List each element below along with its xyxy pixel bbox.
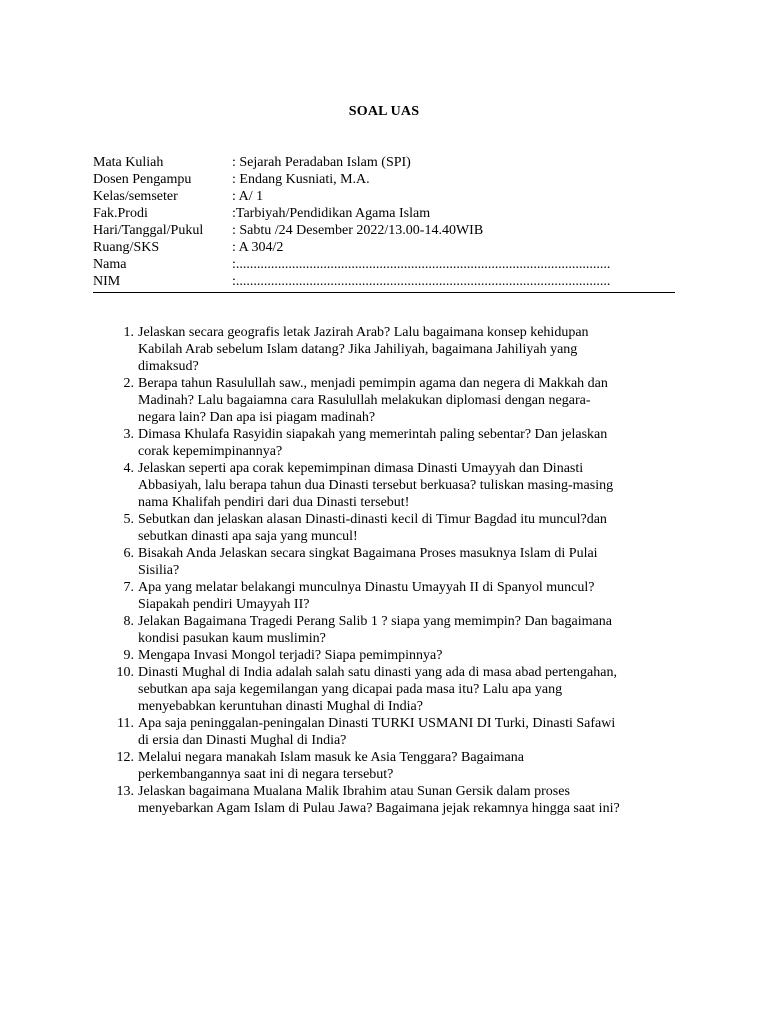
info-value: :...........................................................................................................: [232, 274, 611, 289]
info-row-ruang: [93, 239, 675, 256]
question-text: Jelaskan bagaimana Mualana Malik Ibrahim atau Sunan Gersik dalam proses menyebarkan Agam Islam di Pulau Jawa? Bagaimana jejak rekamnya hingga saat ini?: [138, 784, 620, 816]
question-item: [96, 460, 686, 511]
question-text: Bisakah Anda Jelaskan secara singkat Bagaimana Proses masuknya Islam di Pulai Sisilia?: [138, 546, 598, 578]
question-item: [96, 647, 686, 664]
question-text: Apa saja peninggalan-peningalan Dinasti TURKI USMANI DI Turki, Dinasti Safawi di ersia dan Dinasti Mughal di India?: [138, 716, 616, 748]
question-item: [96, 511, 686, 545]
question-text: Melalui negara manakah Islam masuk ke Asia Tenggara? Bagaimana perkembangannya saat ini di negara tersebut?: [138, 750, 524, 782]
question-text: Sebutkan dan jelaskan alasan Dinasti-dinasti kecil di Timur Bagdad itu muncul?dan sebutkan dinasti apa saja yang muncul!: [138, 512, 607, 544]
question-item: [96, 749, 686, 783]
question-item: [96, 613, 686, 647]
info-label: Kelas/semseter: [93, 189, 178, 204]
question-number: 6.: [123, 546, 134, 561]
info-label: Mata Kuliah: [93, 155, 164, 170]
question-number: 5.: [123, 512, 134, 527]
question-number: 1.: [123, 325, 134, 340]
info-value: : Sejarah Peradaban Islam (SPI): [232, 155, 411, 170]
question-item: [96, 324, 686, 375]
info-row-tanggal: [93, 222, 675, 239]
info-label: NIM: [93, 274, 121, 289]
question-number: 9.: [123, 648, 134, 663]
question-text: Mengapa Invasi Mongol terjadi? Siapa pemimpinnya?: [138, 648, 443, 663]
question-number: 11.: [117, 716, 134, 731]
exam-info-table: [93, 154, 675, 293]
question-text: Jelaskan seperti apa corak kepemimpinan dimasa Dinasti Umayyah dan Dinasti Abbasiyah, lalu berapa tahun dua Dinasti tersebut berkuasa? tuliskan masing-masing nama Khalifah pendiri dari dua Dinasti tersebut!: [138, 461, 614, 510]
question-item: [96, 783, 686, 817]
info-row-prodi: [93, 205, 675, 222]
info-row-nim: [93, 273, 675, 290]
question-text: Apa yang melatar belakangi munculnya Dinastu Umayyah II di Spanyol muncul? Siapakah pendiri Umayyah II?: [138, 580, 595, 612]
question-number: 8.: [123, 614, 134, 629]
question-item: [96, 375, 686, 426]
info-row-mata-kuliah: [93, 154, 675, 171]
question-item: [96, 715, 686, 749]
info-label: Ruang/SKS: [93, 240, 160, 255]
question-text: Jelaskan secara geografis letak Jazirah Arab? Lalu bagaimana konsep kehidupan Kabilah Arab sebelum Islam datang? Jika Jahiliyah, bagaimana Jahiliyah yang dimaksud?: [138, 325, 589, 374]
page-title: SOAL UAS: [348, 104, 420, 119]
info-value: : Endang Kusniati, M.A.: [232, 172, 370, 187]
question-text: Jelakan Bagaimana Tragedi Perang Salib 1 ? siapa yang memimpin? Dan bagaimana kondisi pasukan kaum muslimin?: [138, 614, 612, 646]
question-text: Berapa tahun Rasulullah saw., menjadi pemimpin agama dan negera di Makkah dan Madinah? Lalu bagaiamna cara Rasulullah melakukan diplomasi dengan negara- negara lain? Dan apa isi piagam madinah?: [138, 376, 608, 425]
question-list: [96, 324, 686, 817]
question-number: 2.: [123, 376, 134, 391]
info-value: :Tarbiyah/Pendidikan Agama Islam: [232, 206, 431, 221]
info-value: : A 304/2: [232, 240, 284, 255]
info-value: : Sabtu /24 Desember 2022/13.00-14.40WIB: [232, 223, 484, 238]
info-value: :...........................................................................................................: [232, 257, 611, 272]
question-text: Dimasa Khulafa Rasyidin siapakah yang memerintah paling sebentar? Dan jelaskan corak kepemimpinannya?: [138, 427, 608, 459]
question-item: [96, 664, 686, 715]
info-label: Dosen Pengampu: [93, 172, 192, 187]
question-item: [96, 579, 686, 613]
info-label: Nama: [93, 257, 127, 272]
question-number: 3.: [123, 427, 134, 442]
question-number: 12.: [116, 750, 134, 765]
question-item: [96, 545, 686, 579]
question-number: 13.: [116, 784, 134, 799]
info-label: Fak.Prodi: [93, 206, 148, 221]
question-number: 4.: [123, 461, 134, 476]
question-number: 10.: [116, 665, 134, 680]
question-text: Dinasti Mughal di India adalah salah satu dinasti yang ada di masa abad pertengahan, sebutkan apa saja kegemilangan yang dicapai pada masa itu? Lalu apa yang menyebabkan keruntuhan dinasti Mughal di India?: [138, 665, 617, 714]
info-row-kelas: [93, 188, 675, 205]
info-label: Hari/Tanggal/Pukul: [93, 223, 204, 238]
info-value: : A/ 1: [232, 189, 264, 204]
question-number: 7.: [123, 580, 134, 595]
question-item: [96, 426, 686, 460]
info-row-nama: [93, 256, 675, 273]
info-row-dosen: [93, 171, 675, 188]
